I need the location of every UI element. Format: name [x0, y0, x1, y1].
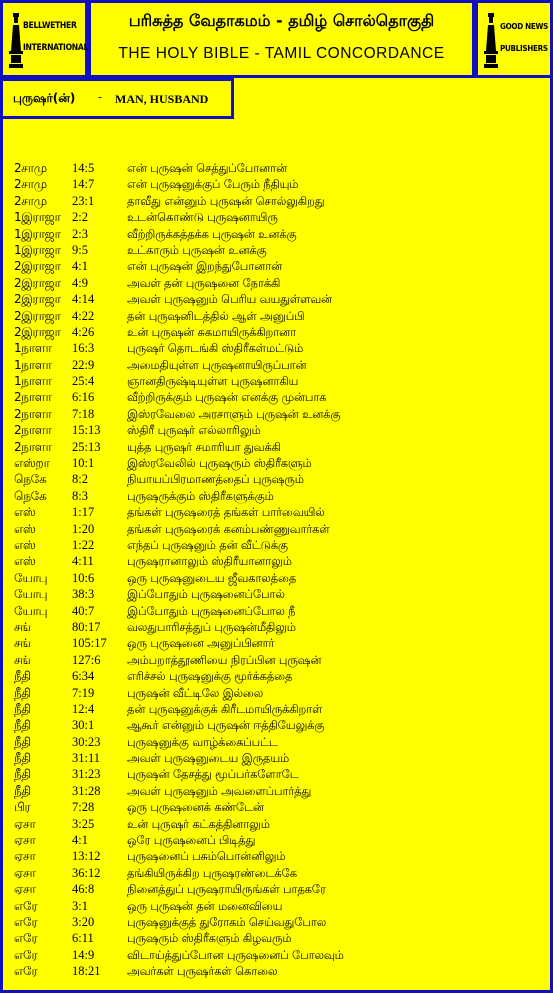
entry-book: சங் — [14, 652, 31, 667]
topic-box — [0, 78, 234, 119]
entry-book: 2சாமு — [14, 193, 47, 208]
entry-reference: 4:1 — [72, 259, 88, 274]
entry-text: உட்காரும் புருஷன் உனக்கு — [127, 242, 267, 257]
entry-reference: 14:5 — [72, 161, 95, 175]
entry-book: சங் — [14, 619, 31, 634]
entry-book: எரே — [14, 931, 38, 946]
entry-book: எஸ்றா — [14, 456, 50, 471]
list-item — [14, 291, 544, 307]
entry-text: அவள் புருஷனும் அவளைப்பார்த்து — [127, 783, 312, 798]
entry-text: ஸ்திரீ புருஷர் எல்லாரிலும் — [127, 423, 261, 438]
entry-text: இப்போதும் புருஷனைப்போல நீ — [127, 603, 296, 618]
entry-text: உன் புருஷர் கட்கத்தினாலும் — [127, 816, 270, 831]
entry-book: நீதி — [14, 783, 31, 798]
entry-reference: 1:17 — [72, 505, 95, 520]
right-logo-box — [475, 0, 553, 78]
entry-text: புருஷருக்கும் ஸ்திரீகளுக்கும் — [127, 488, 274, 503]
list-item — [14, 766, 544, 782]
entry-reference: 22:9 — [72, 357, 95, 372]
entry-book: யோபு — [14, 570, 48, 585]
entry-text: தங்கள் புருஷரைக் கனம்பண்ணுவார்கள் — [127, 521, 330, 536]
entry-reference: 1:22 — [72, 537, 95, 552]
entry-text: ஒரே புருஷனைப் பிடித்து — [127, 833, 256, 848]
entry-book: 1நாளா — [14, 374, 52, 389]
entry-reference: 31:11 — [72, 751, 101, 766]
entry-reference: 46:8 — [72, 882, 95, 897]
title-tamil: பரிசுத்த வேதாகமம் - தமிழ் சொல்தொகுதி — [128, 11, 435, 30]
entry-reference: 25:13 — [72, 439, 101, 454]
list-item — [14, 701, 544, 717]
entry-book: எரே — [14, 947, 38, 962]
entry-book: நீதி — [14, 669, 31, 684]
entry-reference: 18:21 — [72, 964, 101, 979]
entry-text: தங்கியிருக்கிற புருஷரண்டைக்கே — [127, 865, 297, 880]
entry-text: அமைதியுள்ள புருஷனாயிருப்பான் — [127, 357, 307, 372]
list-item — [14, 750, 544, 766]
goodnews-logo-line1: GOOD NEWS — [500, 22, 548, 31]
entry-reference: 3:20 — [72, 914, 95, 929]
entry-book: 2நாளா — [14, 439, 52, 454]
entry-reference: 16:3 — [72, 341, 95, 356]
topic-tamil: புருஷர்(ன்) — [13, 91, 76, 105]
entry-text: ஆகூர் என்னும் புருஷன் ஈத்தியேலுக்கு — [127, 718, 325, 733]
entry-book: எஸ் — [14, 537, 36, 552]
entry-reference: 80:17 — [72, 619, 101, 634]
list-item — [14, 488, 544, 504]
list-item — [14, 898, 544, 914]
entry-book: நீதி — [14, 701, 31, 716]
bellwether-logo-line1: BELLWETHER — [23, 21, 77, 31]
entry-text: தன் புருஷனிடத்தில் ஆள் அனுப்பி — [127, 308, 305, 323]
list-item — [14, 619, 544, 635]
entry-book: எரே — [14, 914, 38, 929]
entry-book: எஸ் — [14, 554, 36, 569]
entry-book: எரே — [14, 964, 38, 979]
entry-text: புருஷனைப் பசும்பொன்னிலும் — [127, 849, 286, 864]
entry-book: எஸ் — [14, 521, 36, 536]
list-item — [14, 635, 544, 651]
list-item — [14, 668, 544, 684]
topic-english: MAN, HUSBAND — [115, 92, 209, 106]
entry-reference: 13:12 — [72, 849, 101, 864]
list-item — [14, 930, 544, 946]
entry-text: இஸ்ரவேலில் புருஷரும் ஸ்திரீகளும் — [127, 456, 312, 471]
list-item — [14, 504, 544, 520]
entry-text: வீற்றிருக்கத்தக்க புருஷன் உனக்கு — [127, 226, 297, 241]
entry-text: அம்பறாத்தூணியை நிரப்பின புருஷன் — [127, 652, 322, 667]
list-item — [14, 275, 544, 291]
entry-text: உடன்கொண்டு புருஷனாயிரு — [127, 210, 278, 225]
entry-book: நீதி — [14, 734, 31, 749]
list-item — [14, 570, 544, 586]
entry-reference: 3:1 — [72, 898, 88, 913]
entry-book: 2சாமு — [14, 161, 47, 175]
list-item — [14, 308, 544, 324]
entry-text: நியாயப்பிரமாணத்தைப் புருஷரும் — [127, 472, 304, 487]
list-item — [14, 914, 544, 930]
entry-reference: 38:3 — [72, 587, 95, 602]
entry-book: யோபு — [14, 587, 48, 602]
bellwether-logo-line2: INTERNATIONAL — [23, 43, 89, 53]
entry-book: பிர — [14, 800, 31, 815]
list-item — [14, 258, 544, 274]
entry-book: ஏசா — [14, 816, 36, 831]
entry-book: ஏசா — [14, 882, 36, 897]
entry-book: 2சாமு — [14, 177, 47, 192]
list-item — [14, 832, 544, 848]
entry-reference: 7:28 — [72, 800, 95, 815]
entry-text: புருஷர் தொடங்கி ஸ்திரீகள்மட்டும் — [127, 341, 304, 356]
entry-reference: 6:34 — [72, 669, 95, 684]
list-item — [14, 963, 544, 979]
list-item — [14, 160, 544, 176]
entry-book: நீதி — [14, 685, 31, 700]
entry-text: ஒரு புருஷன் தன் மனைவியை — [127, 898, 283, 913]
entry-text: புருஷரும் ஸ்திரீகளும் கிழவரும் — [127, 931, 292, 946]
list-item — [14, 242, 544, 258]
entry-book: 2இராஜா — [14, 259, 61, 274]
list-item — [14, 881, 544, 897]
list-item — [14, 373, 544, 389]
list-item — [14, 389, 544, 405]
list-item — [14, 324, 544, 340]
list-item — [14, 816, 544, 832]
entry-reference: 25:4 — [72, 374, 95, 389]
entry-text: தாவீது என்னும் புருஷன் சொல்லுகிறது — [127, 193, 325, 208]
list-item — [14, 193, 544, 209]
entry-book: நெகே — [14, 488, 47, 503]
entry-text: வலதுபாரிசத்துப் புருஷன்மீதிலும் — [127, 619, 296, 634]
list-item — [14, 471, 544, 487]
entry-reference: 6:11 — [72, 931, 94, 946]
entry-reference: 4:26 — [72, 324, 95, 339]
entry-text: அவள் புருஷனும் பெரிய வயதுள்ளவன் — [127, 292, 333, 307]
entry-book: 1இராஜா — [14, 242, 61, 257]
goodnews-logo — [484, 11, 498, 71]
entry-reference: 10:6 — [72, 570, 95, 585]
entry-reference: 40:7 — [72, 603, 95, 618]
entry-text: இப்போதும் புருஷனைப்போல் — [127, 587, 285, 602]
entry-text: என் புருஷன் இறந்துபோனான் — [127, 259, 283, 274]
entry-reference: 31:28 — [72, 783, 101, 798]
entry-text: உன் புருஷன் சுகமாயிருக்கிறானா — [127, 324, 297, 339]
entry-text: நினைத்துப் புருஷராயிருங்கள் பாதகரே — [127, 882, 326, 897]
list-item — [14, 586, 544, 602]
entry-book: 1நாளா — [14, 341, 52, 356]
entry-text: எரிச்சல் புருஷனுக்கு மூர்க்கத்தை — [127, 669, 293, 684]
entry-book: 2நாளா — [14, 423, 52, 438]
entry-reference: 12:4 — [72, 701, 95, 716]
entry-book: 1இராஜா — [14, 210, 61, 225]
entry-book: ஏசா — [14, 865, 36, 880]
entry-text: இஸ்ரவேலை அரசாளும் புருஷன் உனக்கு — [127, 406, 341, 421]
title-english: THE HOLY BIBLE - TAMIL CONCORDANCE — [118, 45, 445, 62]
entry-text: ஞானதிருஷ்டியுள்ள புருஷனாகிய — [127, 374, 299, 389]
entry-text: புருஷனுக்குத் துரோகம் செய்வதுபோல — [127, 914, 327, 929]
entry-reference: 1:20 — [72, 521, 95, 536]
list-item — [14, 865, 544, 881]
entry-text: புருஷனுக்கு வாழ்க்கைப்பட்ட — [127, 734, 278, 749]
entry-reference: 30:23 — [72, 734, 101, 749]
entry-text: அவள் தன் புருஷனை நோக்கி — [127, 275, 281, 290]
entry-text: புருஷன் தேசத்து மூப்பர்களோடே — [127, 767, 299, 782]
entry-book: 2இராஜா — [14, 292, 61, 307]
entry-text: தன் புருஷனுக்குக் கிரீடமாயிருக்கிறாள் — [127, 701, 323, 716]
entry-text: அவள் புருஷனுடைய இருதயம் — [127, 751, 290, 766]
list-item — [14, 521, 544, 537]
list-item — [14, 603, 544, 619]
entry-book: 2இராஜா — [14, 308, 61, 323]
entry-reference: 10:1 — [72, 456, 95, 471]
list-item — [14, 357, 544, 373]
title-box — [88, 0, 475, 78]
entry-reference: 4:22 — [72, 308, 95, 323]
entry-book: 1நாளா — [14, 357, 52, 372]
entry-book: 2நாளா — [14, 406, 52, 421]
entry-reference: 23:1 — [72, 193, 95, 208]
list-item — [14, 406, 544, 422]
entry-reference: 7:18 — [72, 406, 95, 421]
list-item — [14, 439, 544, 455]
entry-reference: 127:6 — [72, 652, 101, 667]
entry-book: 1இராஜா — [14, 226, 61, 241]
list-item — [14, 685, 544, 701]
entry-reference: 36:12 — [72, 865, 101, 880]
entry-book: யோபு — [14, 603, 48, 618]
list-item — [14, 947, 544, 963]
entry-book: ஏசா — [14, 849, 36, 864]
entry-book: 2நாளா — [14, 390, 52, 405]
list-item — [14, 717, 544, 733]
entry-reference: 14:9 — [72, 947, 95, 962]
list-item — [14, 537, 544, 553]
list-item — [14, 553, 544, 569]
entry-text: ஒரு புருஷனைக் கண்டேன் — [127, 800, 264, 815]
entry-text: தங்கள் புருஷரைத் தங்கள் பார்வையில் — [127, 505, 325, 520]
entry-reference: 7:19 — [72, 685, 95, 700]
entry-book: எஸ் — [14, 505, 36, 520]
list-item — [14, 176, 544, 192]
entry-text: விடாய்த்துப்போன புருஷனைப் போலவும் — [127, 947, 344, 962]
entry-reference: 2:2 — [72, 210, 88, 225]
list-item — [14, 422, 544, 438]
list-item — [14, 848, 544, 864]
entry-reference: 9:5 — [72, 242, 88, 257]
list-item — [14, 226, 544, 242]
entry-text: எந்தப் புருஷனும் தன் வீட்டுக்கு — [127, 537, 288, 552]
entry-reference: 4:14 — [72, 292, 95, 307]
entry-text: ஒரு புருஷனை அனுப்பினார் — [127, 636, 275, 651]
entry-reference: 14:7 — [72, 177, 95, 192]
goodnews-logo-line2: PUBLISHERS — [500, 44, 548, 53]
entry-book: நீதி — [14, 718, 31, 733]
entry-text: புருஷன் வீட்டிலே இல்லை — [127, 685, 264, 700]
entry-book: ஏசா — [14, 833, 36, 848]
entry-book: 2இராஜா — [14, 275, 61, 290]
entry-book: 2இராஜா — [14, 324, 61, 339]
entry-book: நீதி — [14, 767, 31, 782]
entry-book: நீதி — [14, 751, 31, 766]
entry-reference: 8:2 — [72, 472, 88, 487]
topic-dash: - — [98, 90, 103, 104]
list-item — [14, 734, 544, 750]
entry-reference: 2:3 — [72, 226, 88, 241]
entry-text: ஒரு புருஷனுடைய ஜீவகாலத்தை — [127, 570, 297, 585]
list-item — [14, 455, 544, 471]
entry-reference: 4:11 — [72, 554, 94, 569]
entry-text: புருஷரானாலும் ஸ்திரீயானாலும் — [127, 554, 292, 569]
list-item — [14, 652, 544, 668]
entry-reference: 15:13 — [72, 423, 101, 438]
entry-reference: 30:1 — [72, 718, 95, 733]
entry-text: என் புருஷன் செத்துப்போனான் — [127, 161, 288, 175]
entry-text: வீற்றிருக்கும் புருஷன் எனக்கு முன்பாக — [127, 390, 327, 405]
list-item — [14, 340, 544, 356]
entry-text: யுத்த புருஷர் சமாரியா துவக்கி — [127, 439, 281, 454]
entry-reference: 31:23 — [72, 767, 101, 782]
left-logo-box — [0, 0, 88, 78]
entry-reference: 4:1 — [72, 833, 88, 848]
entry-book: சங் — [14, 636, 31, 651]
entry-reference: 3:25 — [72, 816, 95, 831]
entry-book: எரே — [14, 898, 38, 913]
entry-book: நெகே — [14, 472, 47, 487]
list-item — [14, 799, 544, 815]
entry-reference: 4:9 — [72, 275, 88, 290]
entry-reference: 8:3 — [72, 488, 88, 503]
concordance-list — [14, 160, 544, 980]
entry-reference: 6:16 — [72, 390, 95, 405]
list-item — [14, 783, 544, 799]
entry-text: என் புருஷனுக்குப் பேரும் நீதியும் — [127, 177, 299, 192]
entry-text: அவர்கள் புருஷர்கள் கொலை — [127, 964, 278, 979]
list-item — [14, 209, 544, 225]
entry-reference: 105:17 — [72, 636, 107, 651]
